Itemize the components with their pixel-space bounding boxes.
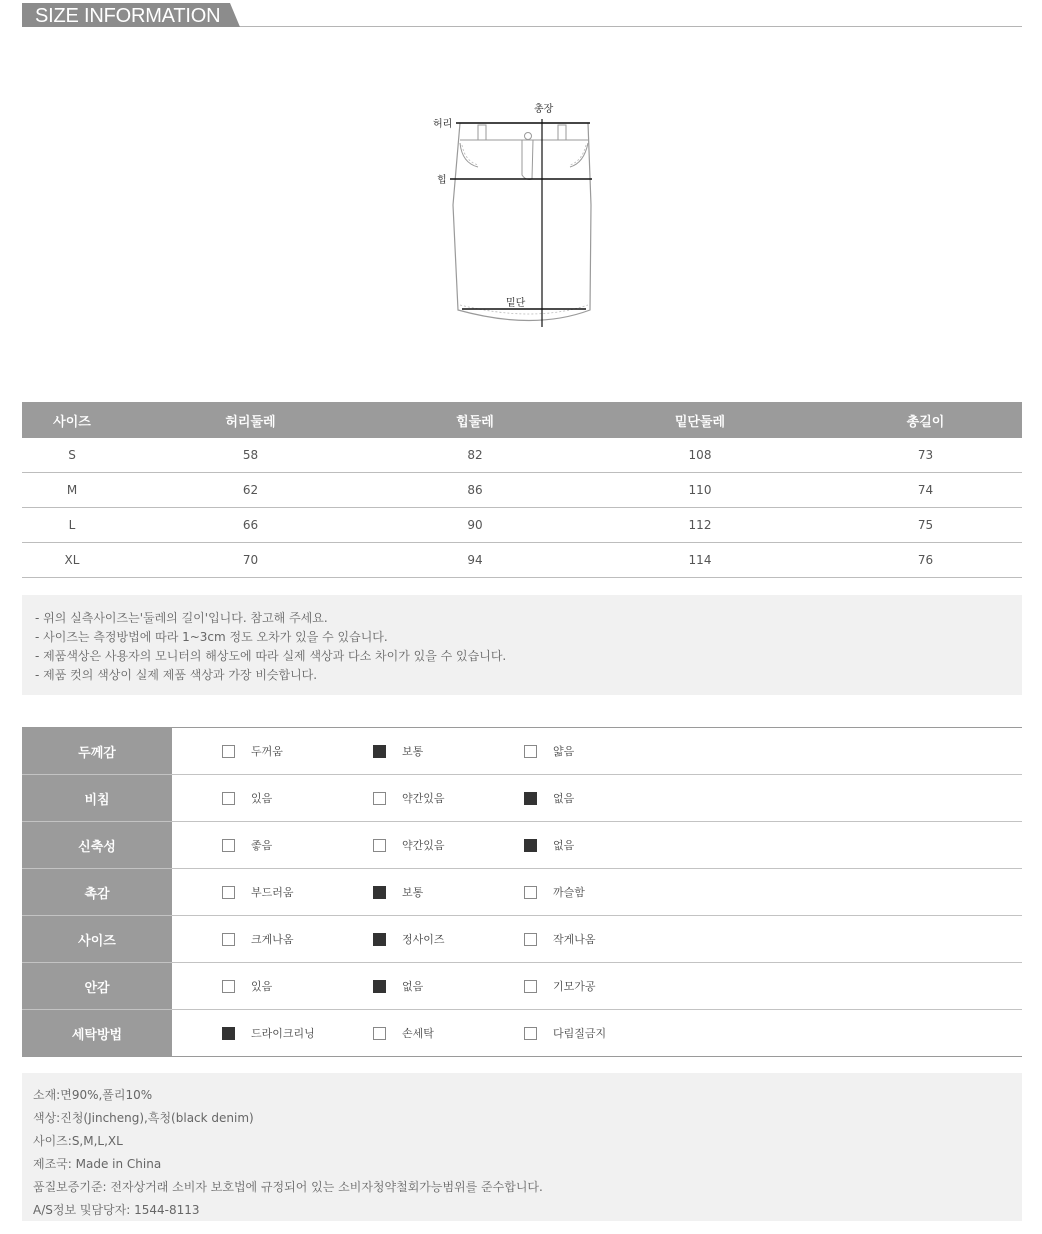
attribute-label: 안감 [22,963,172,1009]
attribute-option [524,1010,606,1056]
attribute-option [222,1010,315,1056]
attribute-option [524,916,596,962]
attribute-option-label: 작게나옴 [553,933,596,946]
attribute-option [222,916,294,962]
attribute-option [373,916,445,962]
unchecked-box-icon [524,1027,537,1040]
attribute-option [524,963,596,1009]
hip-cell: 86 [379,473,571,508]
attribute-label: 신축성 [22,822,172,868]
unchecked-box-icon [222,933,235,946]
checked-box-icon [373,933,386,946]
size-cell: S [22,438,122,473]
length-cell: 73 [829,438,1022,473]
attribute-option-label: 까슬함 [553,886,585,899]
attribute-option-label: 두꺼움 [251,745,283,758]
waist-cell: 66 [122,508,379,543]
checked-box-icon [524,792,537,805]
size-table-header: 밑단둘레 [571,402,829,438]
total-length-label: 총장 [534,104,554,115]
attribute-option [373,822,445,868]
size-notes [22,595,1022,695]
spec-origin: 제조국: Made in China [33,1157,162,1171]
checked-box-icon [373,745,386,758]
attribute-row [22,1010,1022,1057]
skirt-size-diagram [420,95,620,340]
table-row [22,473,1022,508]
unchecked-box-icon [373,839,386,852]
hem-cell: 114 [571,543,829,578]
size-cell: XL [22,543,122,578]
attribute-option [222,963,272,1009]
length-cell: 76 [829,543,1022,578]
attribute-option-label: 보통 [402,886,424,899]
hem-cell: 110 [571,473,829,508]
size-cell: M [22,473,122,508]
spec-as-info: A/S정보 및담당자: 1544-8113 [33,1203,200,1217]
attribute-label: 세탁방법 [22,1010,172,1056]
attribute-label: 촉감 [22,869,172,915]
attribute-option [373,963,423,1009]
waist-cell: 58 [122,438,379,473]
spec-quality: 품질보증기준: 전자상거래 소비자 보호법에 규정되어 있는 소비자청약철회가능범위를 준수합니다. [33,1180,543,1194]
size-table-header: 사이즈 [22,402,122,438]
attribute-option-label: 부드러움 [251,886,294,899]
size-cell: L [22,508,122,543]
attribute-option-label: 없음 [553,839,575,852]
attribute-option-label: 약간있음 [402,839,445,852]
attribute-option-label: 정사이즈 [402,933,445,946]
attribute-option-label: 보통 [402,745,424,758]
attribute-option [373,728,423,774]
size-table-header: 힙둘레 [379,402,571,438]
unchecked-box-icon [373,792,386,805]
attribute-option [373,775,445,821]
attribute-option [524,822,574,868]
unchecked-box-icon [373,1027,386,1040]
unchecked-box-icon [222,980,235,993]
note-line: - 제품색상은 사용자의 모니터의 해상도에 따라 실제 색상과 다소 차이가 있을 수 있습니다. [35,649,507,663]
attribute-row [22,963,1022,1010]
checked-box-icon [373,886,386,899]
hip-cell: 90 [379,508,571,543]
attribute-label: 비침 [22,775,172,821]
size-table-header-row [22,402,1022,438]
attribute-option [222,775,272,821]
table-row [22,508,1022,543]
unchecked-box-icon [222,745,235,758]
attribute-row [22,822,1022,869]
attribute-option [222,822,272,868]
attribute-option-label: 있음 [251,792,273,805]
size-table-header: 총길이 [829,402,1022,438]
length-cell: 74 [829,473,1022,508]
hip-label: 힙 [437,175,447,186]
unchecked-box-icon [222,839,235,852]
attribute-option [524,869,585,915]
attribute-row [22,916,1022,963]
table-row [22,543,1022,578]
attribute-label: 사이즈 [22,916,172,962]
hem-cell: 112 [571,508,829,543]
note-line: - 위의 실측사이즈는'둘레의 길이'입니다. 참고해 주세요. [35,611,328,625]
attribute-option [373,1010,434,1056]
unchecked-box-icon [222,886,235,899]
section-header [22,3,240,27]
note-line: - 사이즈는 측정방법에 따라 1~3cm 정도 오차가 있을 수 있습니다. [35,630,388,644]
attribute-option-label: 약간있음 [402,792,445,805]
attribute-option [524,728,574,774]
size-table-header: 허리둘레 [122,402,379,438]
attribute-row [22,775,1022,822]
hip-cell: 82 [379,438,571,473]
attribute-option-label: 얇음 [553,745,575,758]
unchecked-box-icon [524,745,537,758]
attribute-option [524,775,574,821]
attribute-option-label: 기모가공 [553,980,596,993]
unchecked-box-icon [524,886,537,899]
note-line: - 제품 컷의 색상이 실제 제품 색상과 가장 비슷합니다. [35,668,318,682]
size-table [22,402,1022,578]
unchecked-box-icon [524,980,537,993]
spec-color: 색상:진청(Jincheng),흑청(black denim) [33,1111,254,1125]
attribute-row [22,869,1022,916]
waist-cell: 62 [122,473,379,508]
checked-box-icon [222,1027,235,1040]
hem-cell: 108 [571,438,829,473]
unchecked-box-icon [222,792,235,805]
attribute-option-label: 크게나옴 [251,933,294,946]
attribute-option-label: 있음 [251,980,273,993]
attribute-row [22,728,1022,775]
attribute-option-label: 없음 [402,980,424,993]
spec-material: 소재:면90%,폴리10% [33,1088,153,1102]
length-cell: 75 [829,508,1022,543]
waist-cell: 70 [122,543,379,578]
attribute-label: 두께감 [22,728,172,774]
attribute-option-label: 좋음 [251,839,273,852]
attribute-option-label: 드라이크리닝 [251,1027,315,1040]
section-title: SIZE INFORMATION [35,5,221,27]
waist-label: 허리 [433,119,453,130]
checked-box-icon [524,839,537,852]
hem-label: 밑단 [506,298,526,309]
attribute-option-label: 없음 [553,792,575,805]
attribute-option [373,869,423,915]
attribute-option-label: 다림질금지 [553,1027,607,1040]
attribute-option [222,728,283,774]
hip-cell: 94 [379,543,571,578]
unchecked-box-icon [524,933,537,946]
table-row [22,438,1022,473]
attribute-option [222,869,294,915]
fabric-attributes-table [22,727,1022,1057]
checked-box-icon [373,980,386,993]
spec-sizes: 사이즈:S,M,L,XL [33,1134,123,1148]
product-spec [22,1073,1022,1221]
attribute-option-label: 손세탁 [402,1027,434,1040]
